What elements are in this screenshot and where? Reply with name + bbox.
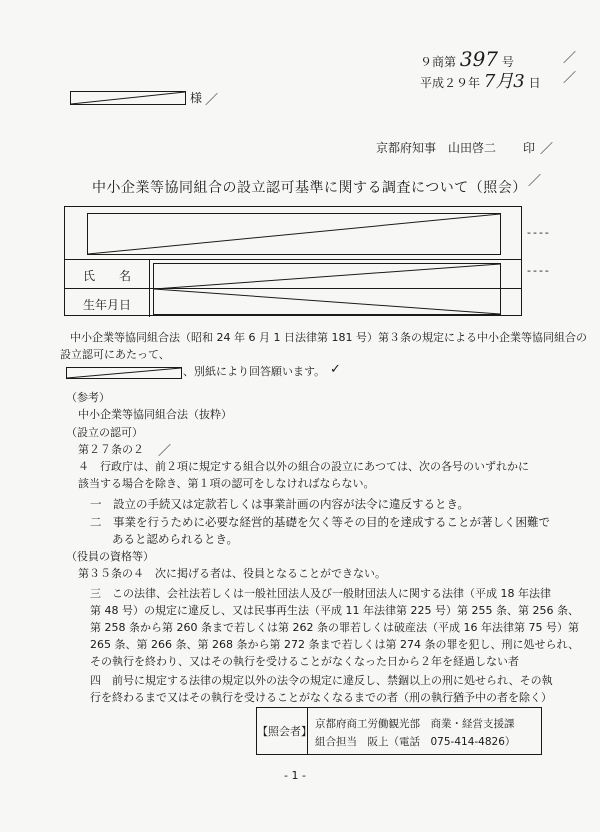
- item-3-line5: その執行を終わり、又はその執行を受けることがなくなった日から２年を経過しない者: [90, 655, 519, 668]
- item-4-line1: 四 前号に規定する法律の規定以外の法令の規定に違反し、禁錮以上の刑に処せられ、その執: [90, 674, 553, 687]
- reference-heading: （参考）: [66, 391, 110, 404]
- check-mark-icon: ／: [158, 444, 172, 459]
- inquiry-form-table: [64, 206, 522, 316]
- check-mark-icon: ／: [528, 174, 542, 189]
- check-mark-icon: ／: [205, 93, 219, 108]
- doc-date-prefix: 平成２９年: [420, 76, 481, 90]
- check-mark-icon: ／: [563, 51, 577, 66]
- check-mark-icon: ✓: [330, 362, 341, 377]
- document-title: 中小企業等協同組合の設立認可基準に関する調査について（照会）: [92, 180, 527, 196]
- item-3-line2: 第 48 号）の規定に違反し、又は民事再生法（平成 11 年法律第 225 号）第 255 条、第 256 条、: [90, 604, 579, 617]
- article-27: 第２７条の２: [78, 443, 144, 456]
- redacted-text: [66, 367, 182, 379]
- contact-department: 京都府商工労働観光部 商業・経営支援課: [315, 718, 515, 730]
- doc-number-suffix: 号: [501, 55, 514, 69]
- check-mark-icon: ／: [540, 142, 554, 157]
- section-heading-establishment: （設立の認可）: [66, 426, 143, 439]
- doc-number-prefix: ９商第: [420, 55, 457, 69]
- name-label: 氏 名: [82, 269, 131, 283]
- item-2-line2: あると認められるとき。: [112, 532, 239, 546]
- doc-date-suffix: 日: [528, 76, 541, 90]
- doc-date: [420, 67, 541, 93]
- margin-mark: ----: [527, 226, 551, 239]
- item-3-line1: 三 この法律、会社法若しくは一般社団法人及び一般財団法人に関する法律（平成 18 年法律: [90, 587, 551, 600]
- form-divider: [65, 259, 521, 260]
- sender-name: 京都府知事 山田啓二: [376, 141, 497, 155]
- redacted-addressee: [70, 91, 186, 105]
- body-line-1: 中小企業等協同組合法（昭和 24 年 6 月 1 日法律第 181 号）第３条の規定による中小企業等協同組合の: [70, 331, 587, 344]
- item-3-line4: 265 条、第 266 条、第 268 条から第 272 条まで若しくは第 274 条の罪を犯し、刑に処せられ、: [90, 638, 580, 651]
- section-heading-officers: （役員の資格等）: [66, 550, 154, 563]
- contact-label: 【照会者】: [257, 708, 308, 754]
- seal-mark: 印: [523, 141, 536, 155]
- article-35: 第３５条の４ 次に掲げる者は、役員となることができない。: [78, 567, 386, 580]
- margin-mark: ----: [527, 264, 551, 277]
- redacted-name-birthdate: [153, 263, 501, 315]
- item-4-line2: 行を終わるまで又はその執行を受けることがなくなるまでの者（刑の執行猶予中の者を除く）: [90, 691, 552, 704]
- article-27-para4-line1: ４ 行政庁は、前２項に規定する組合以外の組合の設立にあつては、次の各号のいずれかに: [78, 460, 529, 473]
- body-line-3: 、別紙により回答願います。: [183, 365, 326, 378]
- page-number: - 1 -: [284, 769, 306, 782]
- item-1: 一 設立の手続又は定款若しくは事業計画の内容が法令に違反するとき。: [90, 497, 470, 511]
- item-2-line1: 二 事業を行うために必要な経営的基礎を欠く等その目的を達成することが著しく困難で: [90, 515, 550, 529]
- check-mark-icon: ／: [563, 71, 577, 86]
- law-name: 中小企業等協同組合法（抜粋）: [78, 408, 232, 421]
- form-column-divider: [149, 259, 150, 317]
- article-27-para4-line2: 該当する場合を除き、第１項の認可をしなければならない。: [78, 477, 375, 490]
- addressee-suffix: 様: [190, 91, 203, 105]
- redacted-address: [87, 213, 501, 255]
- contact-box: [256, 707, 542, 755]
- birthdate-label: 生年月日: [82, 298, 131, 312]
- doc-number-handwritten: 397: [459, 47, 499, 71]
- item-3-line3: 第 258 条から第 260 条まで若しくは第 262 条の罪若しくは破産法（平成 16 年法律第 75 号）第: [90, 621, 579, 634]
- contact-person-phone: 組合担当 阪上（電話 075-414-4826）: [315, 736, 516, 748]
- body-line-2: 設立認可にあたって、: [60, 348, 170, 361]
- doc-date-handwritten: 7月3: [483, 71, 525, 92]
